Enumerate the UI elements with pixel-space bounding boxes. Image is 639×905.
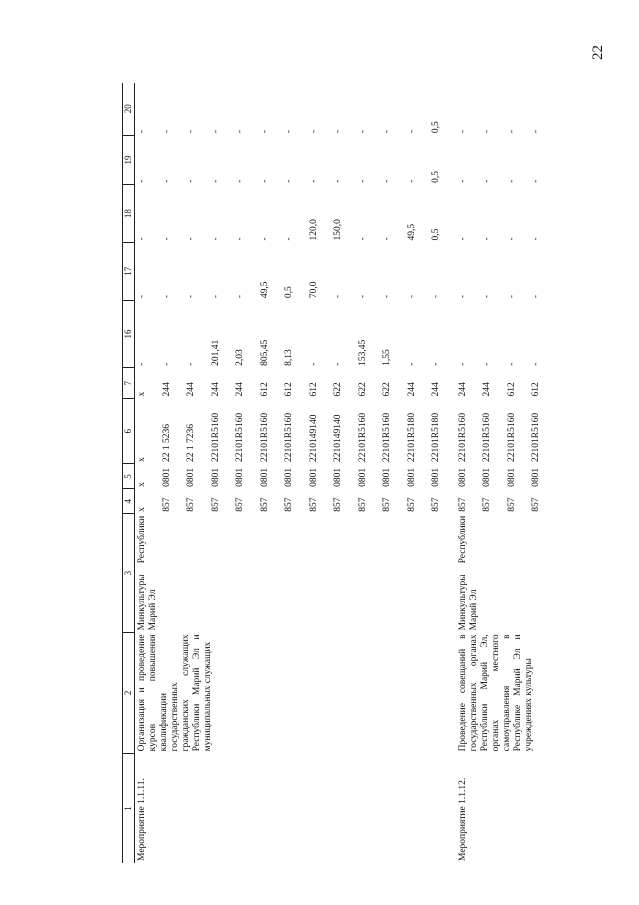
value-cell: 22101R5160 bbox=[382, 412, 392, 462]
value-cell: 70,0 bbox=[308, 281, 319, 299]
value-cell: - bbox=[259, 237, 270, 241]
value-cell: 0,5 bbox=[431, 228, 441, 241]
value-cell: - bbox=[506, 237, 517, 241]
value-cell: - bbox=[137, 129, 147, 134]
value-cell: 8,13 bbox=[284, 349, 294, 366]
value-cell: - bbox=[137, 294, 147, 299]
measure-description-cell: Проведение совещаний в государственных органах Республики Марий Эл, органах местного самоуправления в Республике Марий Эл и учреждениях культуры bbox=[457, 634, 534, 752]
value-cell: - bbox=[186, 129, 196, 134]
value-cell: 857 bbox=[210, 497, 221, 512]
value-cell: - bbox=[482, 179, 492, 183]
value-cell: - bbox=[186, 362, 196, 366]
table-row bbox=[135, 83, 162, 863]
value-cell: 120,0 bbox=[308, 219, 319, 241]
value-cell: 612 bbox=[308, 382, 319, 397]
value-cell: 244 bbox=[482, 382, 492, 397]
value-cell: - bbox=[186, 294, 196, 299]
value-cell: - bbox=[161, 179, 172, 183]
value-cell: 244 bbox=[431, 382, 441, 397]
measure-name-cell: Мероприятие 1.1.11. bbox=[137, 778, 147, 861]
value-cell: - bbox=[333, 179, 343, 183]
value-cell: - bbox=[308, 129, 319, 134]
value-cell: х bbox=[137, 506, 147, 512]
value-cell: - bbox=[333, 294, 343, 299]
value-cell: - bbox=[333, 362, 343, 366]
value-cell: - bbox=[531, 129, 541, 134]
value-cell: 0801 bbox=[482, 467, 492, 487]
value-cell: 0,5 bbox=[431, 121, 441, 134]
value-cell: - bbox=[186, 179, 196, 183]
column-number-header: 18 bbox=[123, 185, 135, 243]
value-cell: - bbox=[482, 129, 492, 134]
column-number-header: 3 bbox=[123, 514, 135, 633]
executor-cell: Минкультуры Республики Марий Эл bbox=[457, 515, 479, 631]
value-cell: х bbox=[137, 482, 147, 487]
value-cell: 0801 bbox=[259, 467, 270, 487]
value-cell: 622 bbox=[382, 382, 392, 397]
value-cell: - bbox=[531, 294, 541, 299]
value-cell: - bbox=[210, 237, 221, 241]
value-cell: - bbox=[382, 294, 392, 299]
measure-description-cell: Организация и проведение курсов повышения квалификации государственных гражданских служащих Республики Марий Эл и муниципальных служащих bbox=[137, 634, 213, 752]
value-cell: 22101R5160 bbox=[284, 412, 294, 462]
value-cell: 22101R5160 bbox=[506, 412, 517, 462]
value-cell: 0801 bbox=[431, 467, 441, 487]
value-cell: 22101R5160 bbox=[531, 412, 541, 462]
column-number-header: 6 bbox=[123, 398, 135, 464]
value-cell: 857 bbox=[457, 497, 468, 512]
value-cell: 0801 bbox=[186, 467, 196, 487]
column-number-header: 4 bbox=[123, 489, 135, 514]
value-cell: 857 bbox=[406, 497, 417, 512]
value-cell: - bbox=[161, 362, 172, 366]
value-cell: - bbox=[457, 129, 468, 134]
value-cell: - bbox=[357, 129, 368, 134]
value-cell: 22101R5160 bbox=[259, 412, 270, 462]
column-number-header: 20 bbox=[123, 83, 135, 135]
table-row bbox=[456, 83, 483, 863]
value-cell: 0801 bbox=[235, 467, 245, 487]
value-cell: - bbox=[161, 294, 172, 299]
value-cell: 22 1 5236 bbox=[161, 424, 172, 462]
value-cell: 2,03 bbox=[235, 349, 245, 366]
value-cell: 612 bbox=[259, 382, 270, 397]
column-number-header: 2 bbox=[123, 632, 135, 753]
value-cell: 0801 bbox=[210, 467, 221, 487]
value-cell: 622 bbox=[333, 382, 343, 397]
value-cell: 857 bbox=[161, 497, 172, 512]
header-row bbox=[123, 83, 135, 863]
value-cell: 244 bbox=[186, 382, 196, 397]
value-cell: 22101R5160 bbox=[457, 412, 468, 462]
rotated-table-wrapper bbox=[122, 83, 593, 863]
value-cell: 201,41 bbox=[210, 339, 221, 366]
value-cell: 622 bbox=[357, 382, 368, 397]
value-cell: - bbox=[506, 362, 517, 366]
value-cell: 244 bbox=[235, 382, 245, 397]
value-cell: - bbox=[406, 362, 417, 366]
value-cell: - bbox=[382, 179, 392, 183]
value-cell: 0801 bbox=[161, 467, 172, 487]
value-cell: 805,45 bbox=[259, 339, 270, 366]
value-cell: 857 bbox=[259, 497, 270, 512]
value-cell: 857 bbox=[333, 497, 343, 512]
value-cell: - bbox=[506, 129, 517, 134]
value-cell: х bbox=[137, 391, 147, 397]
value-cell: - bbox=[308, 362, 319, 366]
column-number-header: 5 bbox=[123, 464, 135, 489]
value-cell: - bbox=[506, 179, 517, 183]
value-cell: - bbox=[357, 294, 368, 299]
column-number-header: 17 bbox=[123, 242, 135, 300]
value-cell: 22101R5160 bbox=[482, 412, 492, 462]
value-cell: 857 bbox=[357, 497, 368, 512]
column-number-header: 19 bbox=[123, 135, 135, 185]
value-cell: 22101R5180 bbox=[406, 412, 417, 462]
value-cell: - bbox=[308, 179, 319, 183]
value-cell: 22101R5160 bbox=[210, 412, 221, 462]
budget-table bbox=[122, 83, 556, 863]
value-cell: 0,5 bbox=[284, 286, 294, 299]
value-cell: 0801 bbox=[457, 467, 468, 487]
value-cell: - bbox=[137, 179, 147, 183]
value-cell: 857 bbox=[531, 497, 541, 512]
value-cell: - bbox=[161, 129, 172, 134]
value-cell: 244 bbox=[457, 382, 468, 397]
value-cell: - bbox=[210, 179, 221, 183]
value-cell: - bbox=[259, 129, 270, 134]
value-cell: 22 1 7236 bbox=[186, 424, 196, 462]
value-cell: - bbox=[284, 129, 294, 134]
value-cell: - bbox=[482, 294, 492, 299]
executor-cell: Минкультуры Республики Марий Эл bbox=[137, 515, 158, 631]
value-cell: 0801 bbox=[357, 467, 368, 487]
value-cell: - bbox=[406, 294, 417, 299]
value-cell: - bbox=[210, 294, 221, 299]
value-cell: 857 bbox=[431, 497, 441, 512]
page-number: 22 bbox=[590, 45, 606, 60]
value-cell: - bbox=[431, 294, 441, 299]
value-cell: 153,45 bbox=[357, 339, 368, 366]
value-cell: 150,0 bbox=[333, 219, 343, 241]
value-cell: - bbox=[406, 129, 417, 134]
value-cell: - bbox=[457, 179, 468, 183]
value-cell: - bbox=[284, 237, 294, 241]
value-cell: - bbox=[357, 179, 368, 183]
value-cell: 244 bbox=[161, 382, 172, 397]
value-cell: 49,5 bbox=[259, 281, 270, 299]
value-cell: 612 bbox=[284, 382, 294, 397]
value-cell: - bbox=[382, 237, 392, 241]
column-number-header: 16 bbox=[123, 300, 135, 368]
column-number-header: 1 bbox=[123, 753, 135, 863]
value-cell: - bbox=[406, 179, 417, 183]
value-cell: 244 bbox=[406, 382, 417, 397]
value-cell: 49,5 bbox=[406, 223, 417, 241]
value-cell: х bbox=[137, 457, 147, 462]
value-cell: 0801 bbox=[406, 467, 417, 487]
value-cell: - bbox=[506, 294, 517, 299]
value-cell: 1,55 bbox=[382, 349, 392, 366]
value-cell: - bbox=[137, 237, 147, 241]
value-cell: - bbox=[235, 294, 245, 299]
value-cell: 22101R5160 bbox=[235, 412, 245, 462]
value-cell: 612 bbox=[531, 382, 541, 397]
value-cell: - bbox=[357, 237, 368, 241]
value-cell: - bbox=[235, 129, 245, 134]
value-cell: 857 bbox=[186, 497, 196, 512]
column-number-header: 7 bbox=[123, 368, 135, 399]
value-cell: 0,5 bbox=[431, 170, 441, 183]
value-cell: 857 bbox=[308, 497, 319, 512]
value-cell: - bbox=[382, 129, 392, 134]
value-cell: 0801 bbox=[284, 467, 294, 487]
value-cell: - bbox=[186, 237, 196, 241]
value-cell: - bbox=[210, 129, 221, 134]
value-cell: - bbox=[457, 294, 468, 299]
value-cell: 857 bbox=[284, 497, 294, 512]
value-cell: - bbox=[431, 362, 441, 366]
value-cell: - bbox=[235, 179, 245, 183]
value-cell: 857 bbox=[482, 497, 492, 512]
value-cell: - bbox=[333, 129, 343, 134]
value-cell: 0801 bbox=[506, 467, 517, 487]
value-cell: 612 bbox=[506, 382, 517, 397]
value-cell: 2210149140 bbox=[333, 414, 343, 462]
value-cell: - bbox=[235, 237, 245, 241]
measure-name-cell: Мероприятие 1.1.12. bbox=[457, 777, 468, 861]
value-cell: - bbox=[457, 237, 468, 241]
value-cell: - bbox=[482, 237, 492, 241]
value-cell: 857 bbox=[382, 497, 392, 512]
value-cell: 0801 bbox=[333, 467, 343, 487]
value-cell: 22101R5180 bbox=[431, 412, 441, 462]
value-cell: - bbox=[531, 362, 541, 366]
value-cell: 0801 bbox=[382, 467, 392, 487]
value-cell: - bbox=[137, 362, 147, 366]
value-cell: - bbox=[284, 179, 294, 183]
value-cell: 0801 bbox=[308, 467, 319, 487]
value-cell: - bbox=[161, 237, 172, 241]
value-cell: - bbox=[531, 237, 541, 241]
value-cell: 0801 bbox=[531, 467, 541, 487]
value-cell: - bbox=[531, 179, 541, 183]
value-cell: 244 bbox=[210, 382, 221, 397]
value-cell: 857 bbox=[506, 497, 517, 512]
value-cell: - bbox=[457, 362, 468, 366]
value-cell: 857 bbox=[235, 497, 245, 512]
value-cell: 2210149140 bbox=[308, 414, 319, 462]
value-cell: - bbox=[259, 179, 270, 183]
value-cell: - bbox=[482, 362, 492, 366]
table-body bbox=[123, 83, 556, 863]
value-cell: 22101R5160 bbox=[357, 412, 368, 462]
